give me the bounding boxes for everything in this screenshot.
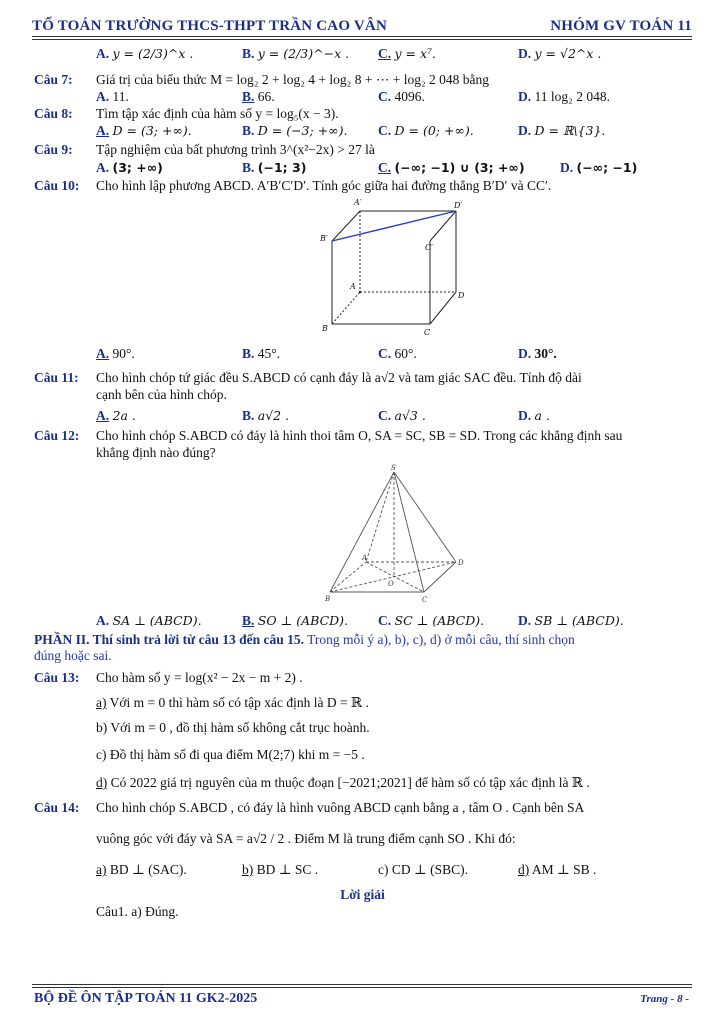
segment-b1d1 <box>332 211 456 241</box>
q13-item-c: c) Đồ thị hàm số đi qua điểm M(2;7) khi m = −5 . <box>96 747 365 762</box>
part2-desc-1: Trong mỗi ý a), b), c), d) ở mỗi câu, thí sinh chọn <box>304 632 575 647</box>
q8-option-d: D. D = ℝ\{3}. <box>518 123 606 138</box>
q8-text: Tìm tập xác định của hàm số y = log₅(x − 3). <box>96 106 339 121</box>
q13-text: Cho hàm số y = log(x² − 2x − m + 2) . <box>96 670 303 685</box>
label-a: A <box>362 554 368 562</box>
q12-text-2: khẳng định nào đúng? <box>96 445 216 460</box>
label-s: S <box>391 464 396 472</box>
q14-item-c: c) CD ⊥ (SBC). <box>378 862 468 877</box>
q11-option-c: C. a√3 . <box>378 408 426 423</box>
footer-rule-thin <box>32 987 692 988</box>
q7-label: Câu 7: <box>34 72 73 87</box>
edge-d1c1 <box>430 211 456 241</box>
q12-label: Câu 12: <box>34 428 80 443</box>
q12-text-1: Cho hình chóp S.ABCD có đáy là hình thoi tâm O, SA = SC, SB = SD. Trong các khẳng định sau <box>96 428 623 443</box>
label-d: D <box>458 559 464 567</box>
page-header <box>32 18 692 35</box>
q9-label: Câu 9: <box>34 142 73 157</box>
q13-item-b: b) Với m = 0 , đồ thị hàm số không cắt trục hoành. <box>96 720 370 735</box>
q14-item-d: d) AM ⊥ SB . <box>518 862 597 877</box>
footer-title: BỘ ĐỀ ÔN TẬP TOÁN 11 GK2-2025 <box>34 991 258 1006</box>
q7-option-d: D. 11 log₂ 2 048. <box>518 89 610 104</box>
label-a: A <box>350 282 356 291</box>
q13-item-d: d) Có 2022 giá trị nguyên của m thuộc đoạn [−2021;2021] để hàm số có tập xác định là ℝ . <box>96 775 590 790</box>
edge-ba-hidden <box>330 562 366 592</box>
q10-option-b: B. 45°. <box>242 346 281 361</box>
q7-option-c: C. 4096. <box>378 89 425 104</box>
solution-line-1: Câu1. a) Đúng. <box>96 904 179 919</box>
q11-text-1: Cho hình chóp tứ giác đều S.ABCD có cạnh đáy là a√2 và tam giác SAC đều. Tính độ dài <box>96 370 582 385</box>
label-o: O <box>388 580 394 588</box>
q14-text-1: Cho hình chóp S.ABCD , có đáy là hình vuông ABCD cạnh bằng a , tâm O . Cạnh bên SA <box>96 800 585 815</box>
part2-desc-2: đúng hoặc sai. <box>34 648 112 663</box>
diag-ac-hidden <box>366 562 424 592</box>
q9-option-a: A. (3; +∞) <box>96 160 163 175</box>
q11-option-b: B. a√2 . <box>242 408 290 423</box>
edge-cd <box>424 562 456 592</box>
label-c1: C′ <box>425 243 433 252</box>
solution-title: Lời giải <box>340 887 385 902</box>
q6-option-b: B. y = (2/3)^−x . <box>242 46 350 61</box>
page-number: Trang - 8 - <box>640 993 689 1005</box>
label-a1: A′ <box>354 198 362 207</box>
q10-option-c: C. 60°. <box>378 346 417 361</box>
q11-label: Câu 11: <box>34 370 79 385</box>
edge-sd <box>394 472 456 562</box>
q9-option-d: D. (−∞; −1) <box>560 160 638 175</box>
label-c: C <box>424 328 431 337</box>
q14-text-2: vuông góc với đáy và SA = a√2 / 2 . Điểm M là trung điểm cạnh SO . Khi đó: <box>96 831 516 846</box>
header-rule-thin <box>32 39 692 40</box>
footer-rule <box>32 984 692 985</box>
q14-item-a: a) BD ⊥ (SAC). <box>96 862 187 877</box>
label-b: B <box>322 324 328 333</box>
q14-label: Câu 14: <box>34 800 80 815</box>
q11-option-d: D. a . <box>518 408 550 423</box>
edge-sc <box>394 472 424 592</box>
q8-option-b: B. D = (−3; +∞). <box>242 123 348 138</box>
label-b: B <box>325 595 331 603</box>
label-d: D <box>458 291 465 300</box>
q7-option-b: B. 66. <box>242 89 275 104</box>
q13-label: Câu 13: <box>34 670 80 685</box>
label-d1: D′ <box>454 201 463 210</box>
edge-ba-hidden <box>332 292 360 324</box>
header-group: NHÓM GV TOÁN 11 <box>550 18 692 34</box>
header-rule <box>32 36 692 37</box>
q9-option-c: C. (−∞; −1) ∪ (3; +∞) <box>378 160 525 175</box>
q10-label: Câu 10: <box>34 178 80 193</box>
edge-cd <box>430 292 456 324</box>
part2-title: PHẦN II. Thí sinh trả lời từ câu 13 đến câu 15. <box>34 632 304 647</box>
q8-option-c: C. D = (0; +∞). <box>378 123 474 138</box>
q6-option-c: C. y = x⁷. <box>378 46 437 61</box>
q11-option-a: A. 2a . <box>96 408 136 423</box>
q12-option-c: C. SC ⊥ (ABCD). <box>378 613 485 628</box>
q13-item-a: a) Với m = 0 thì hàm số có tập xác định là D = ℝ . <box>96 695 369 710</box>
q9-option-b: B. (−1; 3) <box>242 160 307 175</box>
part2-heading <box>34 632 694 664</box>
q9-text: Tập nghiệm của bất phương trình 3^(x²−2x) > 27 là <box>96 142 375 157</box>
point-a <box>359 291 361 293</box>
cube-figure <box>310 194 480 344</box>
q11-text-2: cạnh bên của hình chóp. <box>96 387 227 402</box>
q12-option-d: D. SB ⊥ (ABCD). <box>518 613 624 628</box>
q7-text: Giá trị của biểu thức M = log₂ 2 + log₂ 4 + log₂ 8 + ⋯ + log₂ 2 048 bằng <box>96 72 490 87</box>
pyramid-figure <box>318 462 468 608</box>
q14-item-b: b) BD ⊥ SC . <box>242 862 319 877</box>
q6-option-d: D. y = √2^x . <box>518 46 602 61</box>
label-b1: B′ <box>320 234 328 243</box>
q8-option-a: A. D = (3; +∞). <box>96 123 192 138</box>
q7-option-a: A. 11. <box>96 89 129 104</box>
q10-option-a: A. 90°. <box>96 346 135 361</box>
edge-b1a1 <box>332 211 360 241</box>
q12-option-a: A. SA ⊥ (ABCD). <box>96 613 202 628</box>
label-c: C <box>422 596 428 604</box>
q10-text: Cho hình lập phương ABCD. A′B′C′D′. Tính góc giữa hai đường thẳng B′D′ và CC′. <box>96 178 552 193</box>
q8-label: Câu 8: <box>34 106 73 121</box>
q10-option-d: D. 30°. <box>518 346 557 361</box>
header-school: TỔ TOÁN TRƯỜNG THCS-THPT TRẦN CAO VÂN <box>32 18 387 34</box>
q6-option-a: A. y = (2/3)^x . <box>96 46 194 61</box>
q12-option-b: B. SO ⊥ (ABCD). <box>242 613 349 628</box>
edge-sb <box>330 472 394 592</box>
